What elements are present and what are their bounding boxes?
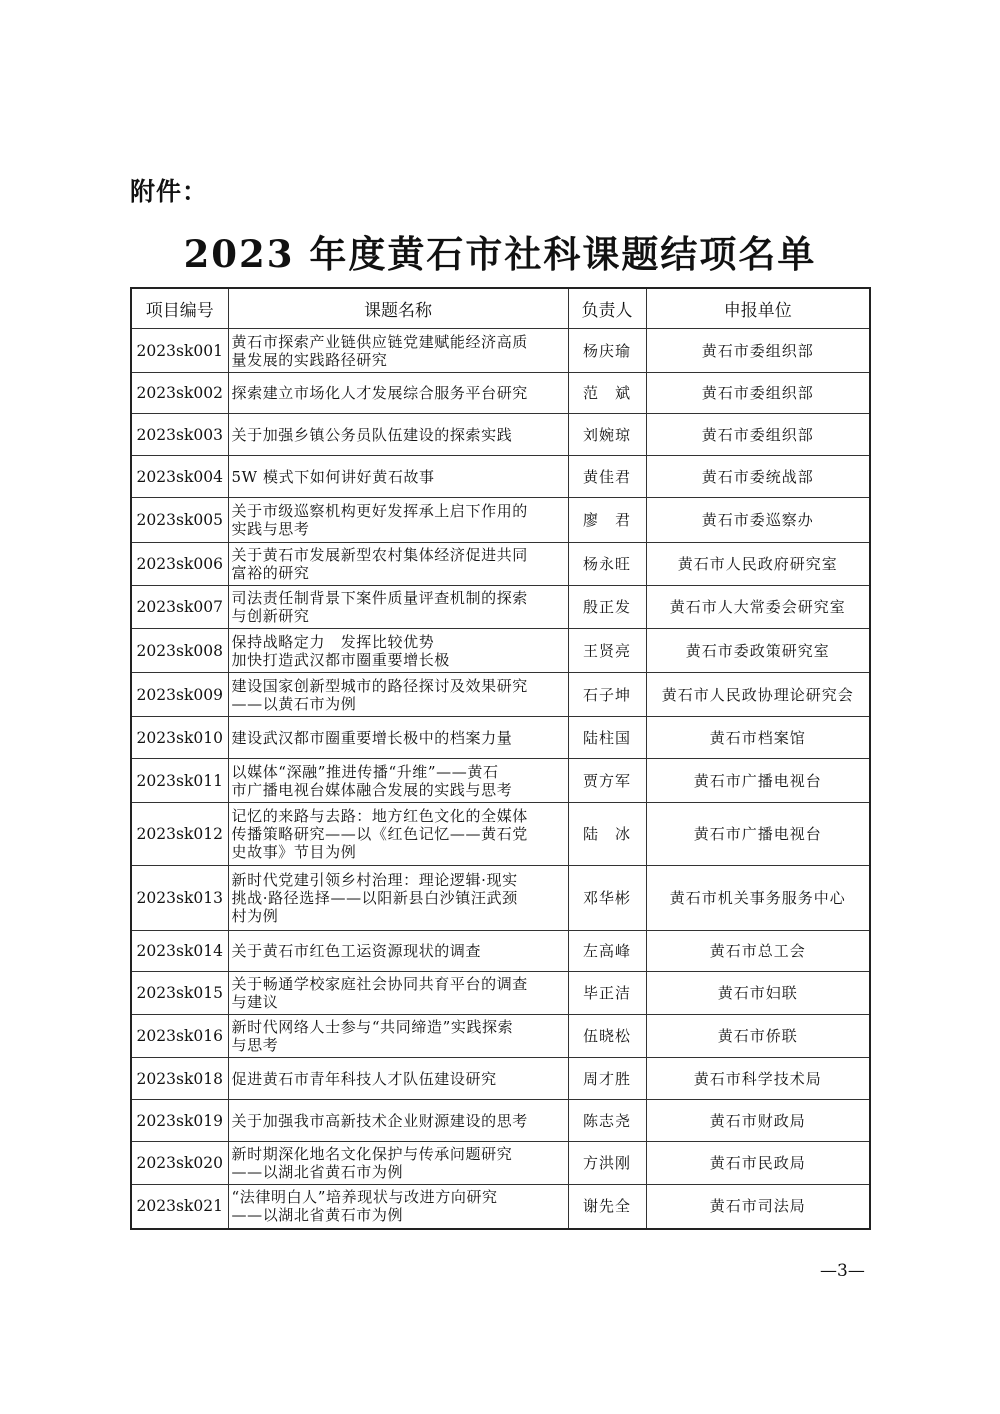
project-leader: 范 斌 — [568, 373, 646, 414]
topic-line: 市广播电视台媒体融合发展的实践与思考 — [231, 780, 513, 799]
topic-line: 黄石市探索产业链供应链党建赋能经济高质 — [231, 332, 528, 351]
topic-line: 关于畅通学校家庭社会协同共育平台的调查 — [231, 975, 528, 993]
project-code: 2023sk014 — [131, 931, 228, 972]
project-code: 2023sk002 — [131, 373, 228, 414]
project-code: 2023sk012 — [131, 803, 228, 866]
project-topic — [228, 866, 568, 931]
reporting-unit: 黄石市广播电视台 — [646, 803, 870, 866]
table-row — [131, 803, 870, 866]
document-title: 2023 年度黄石市社科课题结项名单 — [183, 232, 817, 276]
project-topic — [228, 673, 568, 717]
reporting-unit: 黄石市人民政协理论研究会 — [646, 673, 870, 717]
project-topic — [228, 1100, 568, 1142]
project-leader: 伍晓松 — [568, 1015, 646, 1058]
table-row — [131, 866, 870, 931]
table-header-row — [131, 288, 870, 329]
table-row — [131, 759, 870, 803]
project-leader: 杨永旺 — [568, 543, 646, 586]
project-code: 2023sk004 — [131, 456, 228, 498]
topic-line: 村为例 — [231, 907, 279, 925]
reporting-unit: 黄石市财政局 — [646, 1100, 870, 1142]
project-topic — [228, 803, 568, 866]
reporting-unit: 黄石市科学技术局 — [646, 1058, 870, 1100]
reporting-unit: 黄石市委组织部 — [646, 329, 870, 373]
project-leader: 谢先全 — [568, 1185, 646, 1229]
table-row — [131, 1015, 870, 1058]
project-topic — [228, 1142, 568, 1185]
project-topic — [228, 931, 568, 972]
header-unit: 申报单位 — [646, 288, 870, 329]
reporting-unit: 黄石市档案馆 — [646, 717, 870, 759]
header-person: 负责人 — [568, 288, 646, 329]
project-topic — [228, 586, 568, 629]
topic-line: 关于黄石市发展新型农村集体经济促进共同 — [231, 546, 528, 564]
table-row — [131, 543, 870, 586]
header-topic: 课题名称 — [228, 288, 568, 329]
project-leader: 陆 冰 — [568, 803, 646, 866]
project-leader: 左高峰 — [568, 931, 646, 972]
project-code: 2023sk013 — [131, 866, 228, 931]
table-row — [131, 1058, 870, 1100]
project-table — [130, 287, 871, 1230]
topic-line: 新时代党建引领乡村治理：理论逻辑·现实 — [231, 871, 518, 889]
project-code: 2023sk003 — [131, 414, 228, 456]
page-number: —3— — [820, 1261, 865, 1281]
topic-line: 保持战略定力 发挥比较优势 — [231, 632, 435, 651]
topic-line: 建设武汉都市圈重要增长极中的档案力量 — [231, 728, 513, 747]
topic-line: 实践与思考 — [231, 520, 310, 538]
topic-line: 司法责任制背景下案件质量评查机制的探索 — [231, 589, 528, 607]
project-leader: 邓华彬 — [568, 866, 646, 931]
table-row — [131, 673, 870, 717]
project-topic — [228, 456, 568, 498]
project-topic — [228, 329, 568, 373]
project-code: 2023sk018 — [131, 1058, 228, 1100]
project-leader: 毕正洁 — [568, 972, 646, 1015]
reporting-unit: 黄石市委统战部 — [646, 456, 870, 498]
table-row — [131, 329, 870, 373]
project-code: 2023sk016 — [131, 1015, 228, 1058]
topic-line: 新时期深化地名文化保护与传承问题研究 — [231, 1145, 513, 1163]
topic-line: 与创新研究 — [231, 607, 310, 625]
topic-line: 加快打造武汉都市圈重要增长极 — [231, 650, 450, 669]
project-code: 2023sk011 — [131, 759, 228, 803]
project-topic — [228, 629, 568, 673]
table-row — [131, 1142, 870, 1185]
reporting-unit: 黄石市人大常委会研究室 — [646, 586, 870, 629]
reporting-unit: 黄石市总工会 — [646, 931, 870, 972]
project-topic — [228, 498, 568, 543]
project-code: 2023sk001 — [131, 329, 228, 373]
topic-line: 促进黄石市青年科技人才队伍建设研究 — [231, 1069, 497, 1088]
topic-line: ——以黄石市为例 — [231, 694, 357, 713]
table-row — [131, 629, 870, 673]
project-leader: 周才胜 — [568, 1058, 646, 1100]
topic-line: 关于市级巡察机构更好发挥承上启下作用的 — [231, 502, 528, 520]
project-code: 2023sk008 — [131, 629, 228, 673]
project-code: 2023sk015 — [131, 972, 228, 1015]
reporting-unit: 黄石市广播电视台 — [646, 759, 870, 803]
topic-line: 记忆的来路与去路：地方红色文化的全媒体 — [231, 807, 528, 825]
reporting-unit: 黄石市民政局 — [646, 1142, 870, 1185]
topic-line: 传播策略研究——以《红色记忆——黄石党 — [231, 825, 528, 843]
topic-line: 与思考 — [231, 1036, 279, 1054]
table-row — [131, 717, 870, 759]
project-topic — [228, 1185, 568, 1229]
topic-line: ——以湖北省黄石市为例 — [231, 1206, 404, 1225]
table-row — [131, 373, 870, 414]
project-leader: 刘婉琼 — [568, 414, 646, 456]
project-topic — [228, 373, 568, 414]
reporting-unit: 黄石市机关事务服务中心 — [646, 866, 870, 931]
project-leader: 贾方军 — [568, 759, 646, 803]
reporting-unit: 黄石市委巡察办 — [646, 498, 870, 543]
table-row — [131, 498, 870, 543]
reporting-unit: 黄石市人民政府研究室 — [646, 543, 870, 586]
reporting-unit: 黄石市委组织部 — [646, 373, 870, 414]
topic-line: 史故事》节目为例 — [231, 843, 357, 861]
table-body — [131, 329, 870, 1229]
topic-line: 新时代网络人士参与“共同缔造”实践探索 — [231, 1018, 514, 1036]
project-leader: 陆柱国 — [568, 717, 646, 759]
project-topic — [228, 972, 568, 1015]
table-row — [131, 456, 870, 498]
project-topic — [228, 717, 568, 759]
topic-line: 以媒体“深融”推进传播“升维”——黄石 — [231, 762, 499, 781]
topic-line: ——以湖北省黄石市为例 — [231, 1163, 404, 1181]
project-code: 2023sk019 — [131, 1100, 228, 1142]
project-leader: 方洪刚 — [568, 1142, 646, 1185]
topic-line: 关于黄石市红色工运资源现状的调查 — [231, 942, 482, 960]
table-row — [131, 972, 870, 1015]
header-code: 项目编号 — [131, 288, 228, 329]
project-code: 2023sk006 — [131, 543, 228, 586]
project-code: 2023sk009 — [131, 673, 228, 717]
project-code: 2023sk021 — [131, 1185, 228, 1229]
topic-line: “法律明白人”培养现状与改进方向研究 — [231, 1188, 498, 1207]
project-leader: 王贤亮 — [568, 629, 646, 673]
table-row — [131, 1100, 870, 1142]
topic-line: 挑战·路径选择——以阳新县白沙镇汪武颈 — [231, 889, 518, 907]
topic-line: 关于加强乡镇公务员队伍建设的探索实践 — [231, 425, 513, 444]
topic-line: 量发展的实践路径研究 — [231, 350, 388, 369]
project-leader: 杨庆瑜 — [568, 329, 646, 373]
project-topic — [228, 543, 568, 586]
topic-line: 5W 模式下如何讲好黄石故事 — [231, 467, 435, 486]
topic-line: 建设国家创新型城市的路径探讨及效果研究 — [231, 676, 528, 695]
table-row — [131, 586, 870, 629]
project-topic — [228, 414, 568, 456]
topic-line: 富裕的研究 — [231, 564, 310, 582]
project-topic — [228, 1058, 568, 1100]
topic-line: 与建议 — [231, 993, 279, 1011]
project-topic — [228, 1015, 568, 1058]
reporting-unit: 黄石市侨联 — [646, 1015, 870, 1058]
table-row — [131, 414, 870, 456]
project-code: 2023sk007 — [131, 586, 228, 629]
reporting-unit: 黄石市委组织部 — [646, 414, 870, 456]
project-leader: 黄佳君 — [568, 456, 646, 498]
project-leader: 廖 君 — [568, 498, 646, 543]
reporting-unit: 黄石市妇联 — [646, 972, 870, 1015]
project-code: 2023sk005 — [131, 498, 228, 543]
project-leader: 殷正发 — [568, 586, 646, 629]
table-row — [131, 931, 870, 972]
project-code: 2023sk010 — [131, 717, 228, 759]
project-code: 2023sk020 — [131, 1142, 228, 1185]
project-topic — [228, 759, 568, 803]
table-row — [131, 1185, 870, 1229]
project-leader: 陈志尧 — [568, 1100, 646, 1142]
reporting-unit: 黄石市司法局 — [646, 1185, 870, 1229]
attachment-label: 附件： — [130, 177, 209, 206]
topic-line: 关于加强我市高新技术企业财源建设的思考 — [231, 1111, 528, 1130]
project-leader: 石子坤 — [568, 673, 646, 717]
reporting-unit: 黄石市委政策研究室 — [646, 629, 870, 673]
topic-line: 探索建立市场化人才发展综合服务平台研究 — [231, 384, 528, 402]
